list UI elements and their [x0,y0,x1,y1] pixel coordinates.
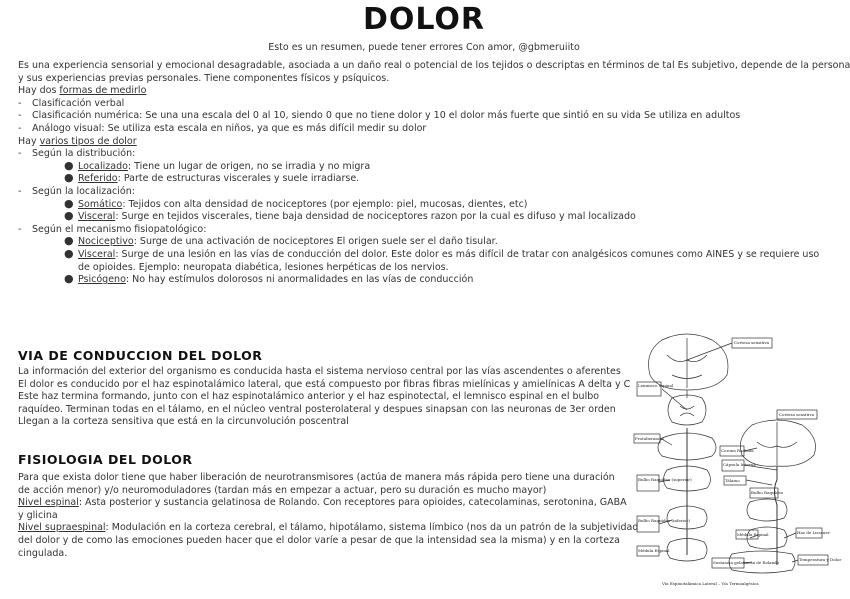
via-line: La información del exterior del organismo es conducida hasta el sistema nervioso central por las vías ascendentes o aferentes [18,366,621,377]
bullet-term: Psicógeno [78,274,126,286]
bullet-term: Visceral [78,211,116,223]
bullet-term: Referido [78,173,118,185]
tipos-heading [18,136,833,149]
medir-prefix: Hay dos [18,85,60,97]
tipos-underline: varios tipos de dolor [39,135,137,147]
list-item-text: Clasificación verbal [32,97,125,109]
list-item: - Análogo visual: Se utiliza esta escala en niños, ya que es más difícil medir su dolor [18,122,427,134]
group-label: - Según el mecanismo fisiopatológico: [18,223,207,235]
tipos-prefix: Hay [18,135,40,147]
fisiologia-line: Para que exista dolor tiene que haber liberación de neurotransmisores (actúa de manera más rápida pero tiene una duración [18,472,615,483]
bullet-item: ● Nociceptivo: Surge de una activación de nociceptores El origen suele ser el daño tisular. [64,234,498,248]
page-title: DOLOR [362,2,486,37]
nivel-supraespinal-cont: cingulada. [18,547,68,559]
via-line: raquídeo. Terminan todas en el tálamo, en el núcleo ventral posterolateral y despues sinapsan con las neuronas de 3er orden [18,403,616,415]
brain-section-mid [740,420,815,466]
via-line: El dolor es conducido por el haz espinotalámico lateral, que está compuesto por fibras fibras mielínicas y amielínicas A delta y C [18,378,631,390]
group-label-text: Según la localización: [32,185,135,197]
brain-section-top [649,334,729,390]
list-item-text: Clasificación numérica: Se una una escala del 0 al 10, siendo 0 que no tiene dolor y 10 el dolor más fuerte que sintió en su vida Se utiliza en adultos [32,110,741,122]
fig-label-temp: Temperatura y Dolor [799,557,842,562]
via-line: Llegan a la corteza sensitiva que está en la circunvolución poscentral [18,416,349,428]
bullet-term: Nociceptivo [78,236,134,248]
fig-label-protuberancia: Protuberancia [635,436,664,441]
fig-label-corteza2: Corteza sensitiva [779,412,814,417]
nivel-supraespinal-text: : Modulación en la corteza cerebral, el tálamo, hipotálamo, sistema límbico (nos da un patrón de la subjetividad [105,522,639,534]
bullet-item: ● Visceral: Surge de una lesión en las vías de conducción del dolor. Este dolor es más difícil de tratar con analgésicos comunes como AINES y se requiere uso [64,246,820,260]
fisiologia-line: de acción menor) y/o neuromoduladores (tardan más en empezar a actuar, pero su duración es mucho mayor) [18,484,547,496]
bullet-term: Localizado [78,160,128,172]
fig-label-capsula: Cápsula Interna [723,462,756,467]
bullet-item: ● Localizado: Tiene un lugar de origen, no se irradia y no migra [64,158,371,172]
nivel-espinal-text: : Asta posterior y sustancia gelatinosa de Rolando. Con receptores para opioides, catecolaminas, serotonina, GABA [78,497,627,509]
fig-label-corona: Corona Radiada [721,448,754,453]
group-label-text: Según la distribución: [32,148,136,160]
bullet-text: : Surge en tejidos viscerales, tiene baja densidad de nociceptores razon por la cual es difuso y mal localizado [115,211,636,223]
nivel-espinal-term: Nivel espinal [18,497,79,509]
bullet-item: ● Somático: Tejidos con alta densidad de nociceptores (por ejemplo: piel, mucosas, dientes, etc) [64,196,528,210]
fisiologia-section [18,472,639,560]
group-label-text: Según el mecanismo fisiopatológico: [32,223,207,235]
nivel-espinal-cont: y glicina [18,509,58,521]
section-heading-fisiologia: FISIOLOGIA DEL DOLOR [18,452,193,467]
nivel-supraespinal [18,522,639,535]
bullet-item: ● Psicógeno: No hay estímulos dolorosos ni anormalidades en las vías de conducción [64,272,474,286]
medir-underline: formas de medirlo [59,85,147,97]
list-item: - Clasificación verbal [18,97,125,109]
page-subtitle: Esto es un resumen, puede tener errores Con amor, @gbmeruiito [268,42,580,53]
group-label: - Según la distribución: [18,148,136,160]
bullet-text: : No hay estímulos dolorosos ni anormalidades en las vías de conducción [125,274,474,286]
fig-label-haz: Haz de Lissauer [797,530,830,535]
bullet-text: : Parte de estructuras viscerales y suele irradiarse. [117,173,360,185]
nivel-supraespinal-term: Nivel supraespinal [18,522,106,534]
fig-label-lemnisco: Lemnisco espinal [638,383,674,388]
medulla-right [747,499,787,521]
fig-caption: Vía Espinotalámica Lateral – Vía Termoalgésica [662,581,759,586]
fig-label-corteza1: Corteza sensitiva [734,340,769,345]
bullet-term: Somático [78,198,123,210]
fig-label-sustancia: Sustancia gelatinosa de Rolando [713,560,780,565]
bullet-term: Visceral [78,248,116,260]
via-section [18,366,631,429]
medir-heading [18,85,833,98]
list-item-text: Análogo visual: Se utiliza esta escala en niños, ya que es más difícil medir su dolor [32,122,427,134]
fig-label-medula: Médula Espinal [638,548,670,553]
bullet-item: ● Referido: Parte de estructuras viscerales y suele irradiarse. [64,171,360,185]
fig-label-bulbo-inf: Bulbo Raquídeo (inferior) [638,518,690,523]
bullet-text: : Surge de una lesión en las vías de conducción del dolor. Este dolor es más difícil de tratar con analgésicos comunes como AINES y se requiere uso [115,248,820,260]
fig-label-bulbo-sup: Bulbo Raquídeo (superior) [638,477,692,482]
fig-label-talamo: Tálamo [725,478,740,483]
bullet-text: : Tejidos con alta densidad de nociceptores (por ejemplo: piel, mucosas, dientes, etc) [122,198,528,210]
intro-line: y sus experiencias previas personales. Tiene componentes físicos y psíquicos. [18,72,390,84]
nivel-supraespinal-cont: del dolor y de como las emociones pueden hacer que el dolor varíe a pesar de que la intensidad sea la misma) y en la corteza [18,534,620,546]
group-label: - Según la localización: [18,185,135,197]
fig-label-medula2: Médula Espinal [737,532,769,537]
nivel-espinal [18,497,627,510]
pathway-diagram [632,330,842,590]
section-heading-via: VIA DE CONDUCCION DEL DOLOR [18,348,263,363]
via-line: Este haz termina formando, junto con el haz espinotalámico anterior y el haz espinotectal, el lemnisco espinal en el bulbo [18,391,600,403]
bullet-text: : Surge de una activación de nociceptores El origen suele ser el daño tisular. [133,236,498,248]
fig-label-bulbo-raq: Bulbo Raquídeo [751,490,784,495]
intro-line: Es una experiencia sensorial y emocional desagradable, asociada a un daño real o potencial de los tejidos o descriptas en términos de tal Es subjetivo, depende de la persona [18,60,850,71]
bullet-item: ● Visceral: Surge en tejidos viscerales, tiene baja densidad de nociceptores razon por la cual es difuso y mal localizado [64,209,636,223]
bullet-text: : Tiene un lugar de origen, no se irradia y no migra [127,160,371,172]
list-item: - Clasificación numérica: Se una una escala del 0 al 10, siendo 0 que no tiene dolor y 10 el dolor más fuerte que sintió en su vida Se utiliza en adultos [18,110,741,122]
intro-section [18,60,850,287]
bullet-continuation: de opioides. Ejemplo: neuropata diabética, lesiones herpéticas de los nervios. [78,261,449,273]
